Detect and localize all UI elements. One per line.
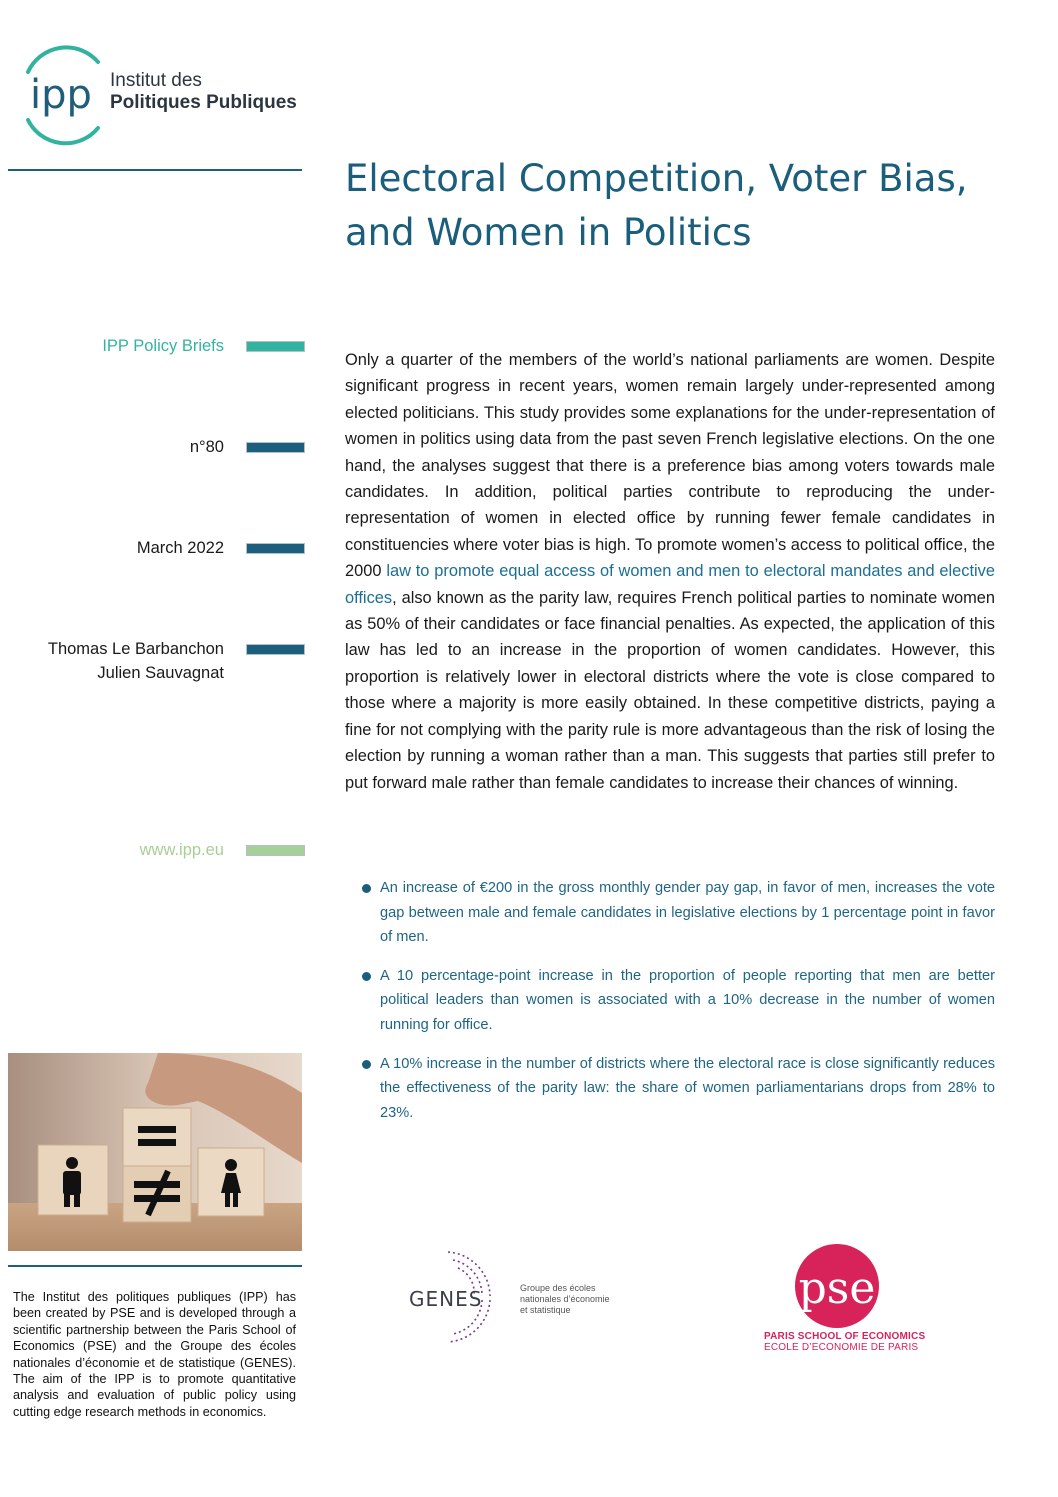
author-2: Julien Sauvagnat — [97, 664, 224, 682]
bullet-icon — [362, 1060, 371, 1069]
genes-sub-line-2: nationales d’économie — [520, 1294, 610, 1304]
finding-item — [362, 964, 995, 1038]
finding-text: A 10 percentage-point increase in the proportion of people reporting that men are better political leaders than women is associated with a 10% decrease in the number of women running for office. — [380, 967, 995, 1033]
pse-mark: pse — [798, 1263, 876, 1314]
genes-sub-line-1: Groupe des écoles — [520, 1283, 596, 1293]
key-findings — [362, 876, 995, 1139]
issue-number: n°80 — [189, 438, 224, 456]
authors-bar — [246, 644, 305, 655]
pse-name-fr: ECOLE D’ECONOMIE DE PARIS — [764, 1342, 919, 1353]
logo-line-2: Politiques Publiques — [110, 92, 297, 113]
series-label: IPP Policy Briefs — [102, 337, 224, 355]
parity-law-link[interactable]: law to promote equal access of women and men to electoral mandates and elective offices — [345, 562, 995, 607]
finding-item — [362, 876, 995, 950]
finding-text: A 10% increase in the number of districts where the electoral race is close significantly reduces the effectiveness of the parity law: the share of women parliamentarians drops from 28% to 23%. — [380, 1055, 995, 1121]
abstract-text-2: , also known as the parity law, requires French political parties to nominate women as 50% of their candidates or face financial penalties. As expected, the application of this law has led to an increase in the proportion of women candidates. However, this proportion is relatively lower in electoral districts where the vote is close compared to those where a majority is more easily obtained. In these competitive districts, paying a fine for not complying with the parity rule is more advantageous than the risk of losing the election by running a woman rather than a man. This suggests that parties still prefer to put forward male rather than female candidates to increase their chances of winning. — [345, 588, 995, 792]
abstract-text-1: Only a quarter of the members of the world’s national parliaments are women. Despite significant progress in recent years, women remain largely under-represented among elected politicians. This study provides some explanations for the under-representation of women in politics using data from the past seven French legislative elections. On the one hand, the analyses suggest that there is a preference bias among voters towards male candidates. In addition, political parties contribute to reproducing the under-representation of women in elected office by running fewer female candidates in constituencies where voter bias is high. To promote women’s access to political office, the 2000 — [345, 351, 995, 581]
genes-wordmark: GENES — [409, 1287, 483, 1311]
logo-mark: ipp — [30, 72, 92, 118]
publication-date: March 2022 — [136, 539, 224, 557]
website-link[interactable]: www.ipp.eu — [139, 841, 224, 859]
finding-text: An increase of €200 in the gross monthly gender pay gap, in favor of men, increases the vote gap between male and female candidates in legislative elections by 1 percentage point in favor of men. — [380, 880, 995, 946]
bullet-icon — [362, 884, 371, 893]
header-divider — [8, 169, 302, 171]
bullet-icon — [362, 972, 371, 981]
date-bar — [246, 543, 305, 554]
pse-name-en: PARIS SCHOOL OF ECONOMICS — [764, 1331, 926, 1342]
gender-equality-blocks-photo — [8, 1053, 302, 1251]
page-title: Electoral Competition, Voter Bias, and Women in Politics — [345, 157, 968, 254]
pse-logo — [794, 1243, 880, 1329]
logo-wordmark — [110, 70, 297, 114]
finding-item — [362, 1052, 995, 1126]
genes-subtitle — [520, 1283, 610, 1316]
website-bar — [246, 845, 305, 856]
author-1: Thomas Le Barbanchon — [47, 640, 224, 658]
ipp-description: The Institut des politiques publiques (IPP) has been created by PSE and is developed through a scientific partnership between the Paris School of Economics (PSE) and the Groupe des écoles nationales d’économie et de statistique (GENES). The aim of the IPP is to promote quantitative analysis and evaluation of public policy using cutting edge research methods in economics. — [13, 1290, 296, 1419]
authors — [48, 637, 224, 685]
logo-line-1: Institut des — [110, 70, 202, 91]
issue-bar — [246, 442, 305, 453]
series-bar — [246, 341, 305, 352]
abstract — [345, 347, 995, 796]
footer-divider — [8, 1265, 302, 1267]
genes-sub-line-3: et statistique — [520, 1305, 571, 1315]
